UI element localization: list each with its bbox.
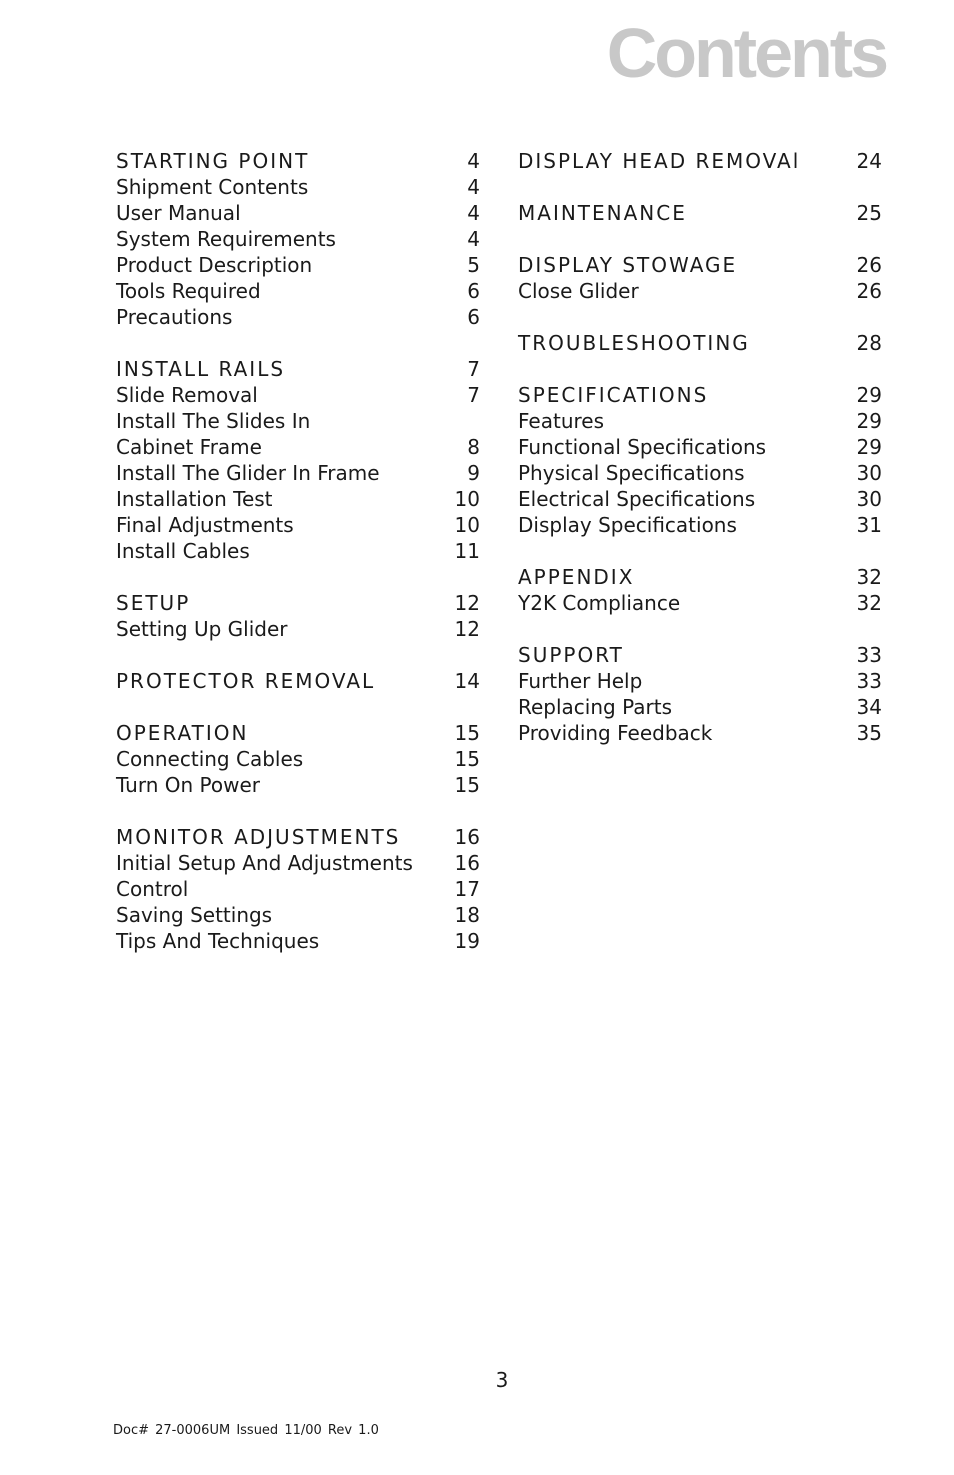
toc-page-number: 6 [467,279,480,303]
toc-entry-label: Setting Up Glider [116,617,288,641]
toc-entry-label: Initial Setup And Adjustments [116,851,413,875]
toc-entry-label: Providing Feedback [518,721,713,745]
toc-page-number: 4 [467,201,480,225]
toc-entry-label: Display Specifications [518,513,737,537]
toc-section-heading[interactable] [518,148,882,174]
toc-section-heading[interactable] [518,382,882,408]
toc-page-number: 35 [856,721,882,745]
toc-page-number: 8 [467,435,480,459]
toc-page-number: 17 [454,877,480,901]
toc-entry-label: Turn On Power [116,773,261,797]
toc-section-heading[interactable] [518,330,882,356]
toc-section-heading[interactable] [116,720,480,746]
toc-spacer [518,616,882,642]
toc-page-number: 30 [856,461,882,485]
toc-entry-label: TROUBLESHOOTING [518,331,750,355]
toc-section-heading[interactable] [518,642,882,668]
toc-section-heading[interactable] [518,200,882,226]
toc-spacer [518,226,882,252]
toc-spacer [116,330,480,356]
toc-page-number: 12 [454,617,480,641]
toc-page-number: 4 [467,175,480,199]
toc-entry-label: Install The Slides In [116,409,311,433]
toc-entry-label: User Manual [116,201,241,225]
toc-page-number: 4 [467,149,480,173]
toc-entry[interactable] [518,486,882,512]
toc-page-number: 32 [856,565,882,589]
toc-entry[interactable] [518,408,882,434]
toc-entry-label: System Requirements [116,227,336,251]
toc-page-number: 32 [856,591,882,615]
toc-spacer [518,174,882,200]
toc-entry[interactable] [518,460,882,486]
toc-page-number: 16 [454,851,480,875]
toc-entry-label: Y2K Compliance [518,591,681,615]
toc-page-number: 33 [856,669,882,693]
toc-page-number: 25 [856,201,882,225]
toc-entry[interactable] [116,616,480,642]
toc-entry[interactable] [116,252,480,278]
toc-spacer [518,304,882,330]
toc-page-number: 29 [856,435,882,459]
toc-entry-label: Tips And Techniques [116,929,320,953]
toc-entry[interactable] [518,278,882,304]
toc-section-heading[interactable] [116,590,480,616]
toc-entry[interactable] [518,434,882,460]
toc-entry[interactable] [116,512,480,538]
toc-entry[interactable] [116,434,480,460]
toc-entry-label: Product Description [116,253,313,277]
toc-page-number: 15 [454,721,480,745]
document-footer: Doc# 27-0006UM Issued 11/00 Rev 1.0 [113,1423,379,1438]
toc-section-heading[interactable] [518,252,882,278]
toc-section-heading[interactable] [116,356,480,382]
toc-entry-label: Connecting Cables [116,747,304,771]
toc-entry-label: APPENDIX [518,565,635,589]
toc-page-number: 26 [856,253,882,277]
toc-entry[interactable] [116,850,480,876]
page-number: 3 [495,1368,509,1392]
toc-page-number: 16 [454,825,480,849]
toc-entry-label: Shipment Contents [116,175,309,199]
toc-entry[interactable] [116,876,480,902]
toc-entry[interactable] [116,928,480,954]
toc-page-number: 33 [856,643,882,667]
toc-entry-label: Install Cables [116,539,250,563]
toc-entry-label: OPERATION [116,721,249,745]
toc-page-number: 5 [467,253,480,277]
toc-section-heading[interactable] [116,824,480,850]
toc-entry-label: Saving Settings [116,903,273,927]
toc-left-column [116,148,480,954]
toc-page-number: 9 [467,461,480,485]
toc-entry-label: SUPPORT [518,643,624,667]
toc-entry-label: MAINTENANCE [518,201,687,225]
toc-entry-label: Physical Specifications [518,461,745,485]
toc-entry-label: PROTECTOR REMOVAL [116,669,376,693]
toc-entry-label: Electrical Specifications [518,487,756,511]
toc-page-number: 29 [856,383,882,407]
toc-entry[interactable] [116,278,480,304]
toc-entry-label: SETUP [116,591,191,615]
toc-entry[interactable] [518,668,882,694]
toc-entry-label: Precautions [116,305,233,329]
toc-entry[interactable] [518,720,882,746]
toc-spacer [116,642,480,668]
toc-entry-label: Cabinet Frame [116,435,262,459]
toc-entry-label: Tools Required [116,279,261,303]
toc-page-number: 14 [454,669,480,693]
toc-entry[interactable] [116,304,480,330]
toc-entry-label: SPECIFICATIONS [518,383,709,407]
toc-page-number: 7 [467,357,480,381]
toc-spacer [116,564,480,590]
toc-page-number: 31 [856,513,882,537]
toc-page-number: 18 [454,903,480,927]
toc-entry-label: DISPLAY HEAD REMOVAl [518,149,801,173]
toc-page-number: 10 [454,487,480,511]
toc-section-heading[interactable] [518,564,882,590]
toc-entry[interactable] [116,902,480,928]
toc-entry[interactable] [116,226,480,252]
toc-page-number: 10 [454,513,480,537]
toc-page-number: 19 [454,929,480,953]
toc-entry-label: Install The Glider In Frame [116,461,380,485]
toc-section-heading[interactable] [116,668,480,694]
toc-entry[interactable] [116,200,480,226]
toc-entry[interactable] [518,590,882,616]
toc-entry[interactable] [116,408,480,434]
toc-entry-label: Final Adjustments [116,513,294,537]
toc-entry[interactable] [116,382,480,408]
toc-entry-label: Functional Specifications [518,435,767,459]
toc-entry[interactable] [116,460,480,486]
toc-page-number: 15 [454,747,480,771]
toc-entry-label: Features [518,409,604,433]
toc-page-number: 7 [467,383,480,407]
toc-entry-label: Further Help [518,669,643,693]
toc-page-number: 29 [856,409,882,433]
toc-spacer [518,538,882,564]
toc-entry-label: Replacing Parts [518,695,672,719]
toc-spacer [116,694,480,720]
toc-entry[interactable] [116,772,480,798]
toc-entry-label: STARTING POINT [116,149,310,173]
toc-entry[interactable] [116,538,480,564]
toc-entry-label: Control [116,877,189,901]
toc-page-number: 28 [856,331,882,355]
toc-entry-label: Close Glider [518,279,639,303]
toc-entry-label: Installation Test [116,487,273,511]
toc-entry[interactable] [116,174,480,200]
toc-entry[interactable] [518,512,882,538]
toc-spacer [116,798,480,824]
toc-entry-label: MONITOR ADJUSTMENTS [116,825,401,849]
toc-page-number: 6 [467,305,480,329]
toc-page-number: 12 [454,591,480,615]
toc-page-number: 11 [454,539,480,563]
toc-spacer [518,356,882,382]
toc-entry-label: Slide Removal [116,383,258,407]
toc-entry[interactable] [116,746,480,772]
toc-right-column [518,148,882,746]
page-title: Contents [606,14,886,92]
toc-page-number: 34 [856,695,882,719]
toc-page-number: 4 [467,227,480,251]
toc-page-number: 15 [454,773,480,797]
toc-entry[interactable] [116,486,480,512]
toc-entry[interactable] [518,694,882,720]
toc-entry-label: DISPLAY STOWAGE [518,253,738,277]
toc-section-heading[interactable] [116,148,480,174]
toc-page-number: 26 [856,279,882,303]
toc-page-number: 30 [856,487,882,511]
toc-entry-label: INSTALL RAILS [116,357,286,381]
toc-page-number: 24 [856,149,882,173]
